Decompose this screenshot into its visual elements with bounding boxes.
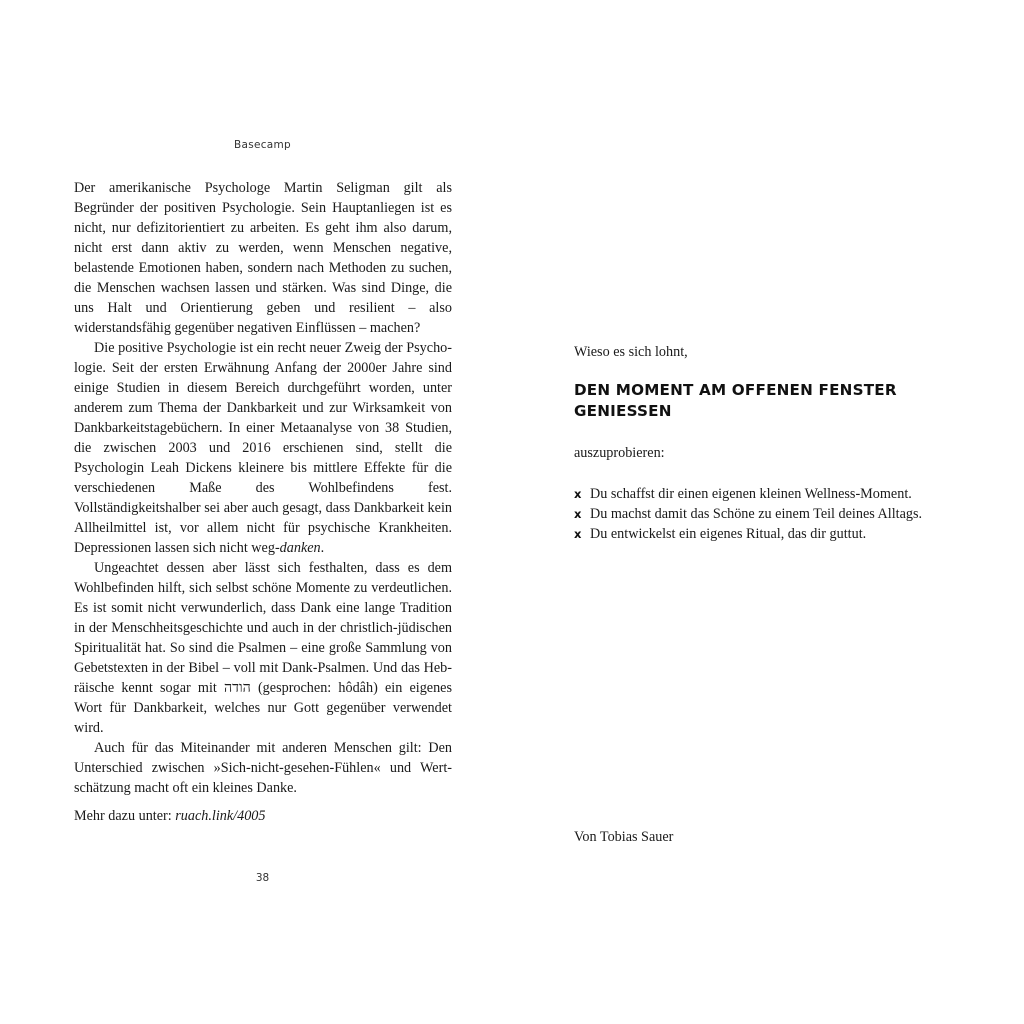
author-credit: Von Tobias Sauer: [574, 829, 674, 845]
paragraph-2-text: Die positive Psychologie ist ein recht neuer Zweig der Psychologie. Seit der ersten Erwähnung Anfang der 2000er Jahre sind einige Studien in diesem Bereich durchgeführt worden, unter anderem zum Thema der Dankbarkeit und zur Wirksamkeit von Dankbarkeitstagebüchern. In einer Metaanalyse von 38 Studien, die zwischen 2003 und 2016 erschienen sind, stellt die Psychologin Leah Dickens kleinere bis mittlere Effekte für die verschiedenen Maße des Wohlbefindens fest. Vollständigkeitshalber sei aber auch gesagt, dass Dankbarkeit kein Allheilmittel ist, vor allem nicht für psychische Krankheiten. Depressionen lassen sich nicht weg-: [74, 340, 452, 556]
more-info: [74, 806, 266, 826]
benefit-item: [574, 524, 922, 544]
x-bullet-icon: x: [574, 507, 582, 521]
running-head: Basecamp: [233, 139, 292, 151]
benefit-text: Du entwickelst ein eigenes Ritual, das dir guttut.: [590, 526, 867, 542]
right-page: [512, 0, 1024, 1024]
paragraph-2-italic: danken: [279, 540, 321, 556]
paragraph-2-punct: .: [320, 540, 325, 556]
outro-text: auszuprobieren:: [574, 445, 665, 461]
section-heading: DEN MOMENT AM OFFENEN FENSTER GENIESSEN: [574, 381, 897, 420]
paragraph-1: Der amerikanische Psychologe Martin Seligman gilt als Begründer der positiven Psychologie. Sein Hauptanliegen ist es nicht, nur defizitorientiert zu arbeiten. Es geht ihm also darum, nicht erst dann aktiv zu werden, wenn Menschen negative, belastende Emotionen haben, sondern nach Methoden zu suchen, die Menschen wachsen lassen und stärken. Was sind Dinge, die uns Halt und Orientierung geben und resilient – also widerstandsfähig gegenüber negativen Einflüssen – machen?: [74, 180, 452, 336]
intro-text: Wieso es sich lohnt,: [574, 344, 688, 360]
body-text: [74, 178, 452, 798]
paragraph-2: [74, 338, 452, 558]
benefit-item: [574, 484, 922, 504]
x-bullet-icon: x: [574, 487, 582, 501]
benefit-item: [574, 504, 922, 524]
more-info-label: Mehr dazu unter:: [74, 808, 176, 824]
x-bullet-icon: x: [574, 527, 582, 541]
page-number: 38: [255, 872, 270, 884]
benefit-text: Du machst damit das Schöne zu einem Teil deines Alltags.: [590, 506, 923, 522]
paragraph-3: Ungeachtet dessen aber lässt sich festhalten, dass es dem Wohlbefinden hilft, sich selbst schöne Momente zu verdeutlichen. Es ist somit nicht verwunderlich, dass Dank eine lange Tradition in der Menschheitsgeschichte und auch in der christlich-jüdischen Spiritualität hat. So sind die Psalmen – eine große Sammlung von Gebetstexten in der Bibel – voll mit Dank-Psalmen. Und das Hebräische kennt sogar mit הודה (gesprochen: hôdâh) ein eigenes Wort für Dankbarkeit, welches nur Gott gegenüber verwendet wird.: [74, 560, 453, 736]
benefit-text: Du schaffst dir einen eigenen kleinen Wellness-Moment.: [590, 486, 912, 502]
benefits-list: [574, 484, 922, 544]
paragraph-4: Auch für das Miteinander mit anderen Menschen gilt: Den Unterschied zwischen »Sich-nicht-gesehen-Fühlen« und Wertschätzung macht oft ein kleines Danke.: [74, 740, 452, 796]
more-info-link[interactable]: ruach.link/4005: [175, 808, 266, 824]
